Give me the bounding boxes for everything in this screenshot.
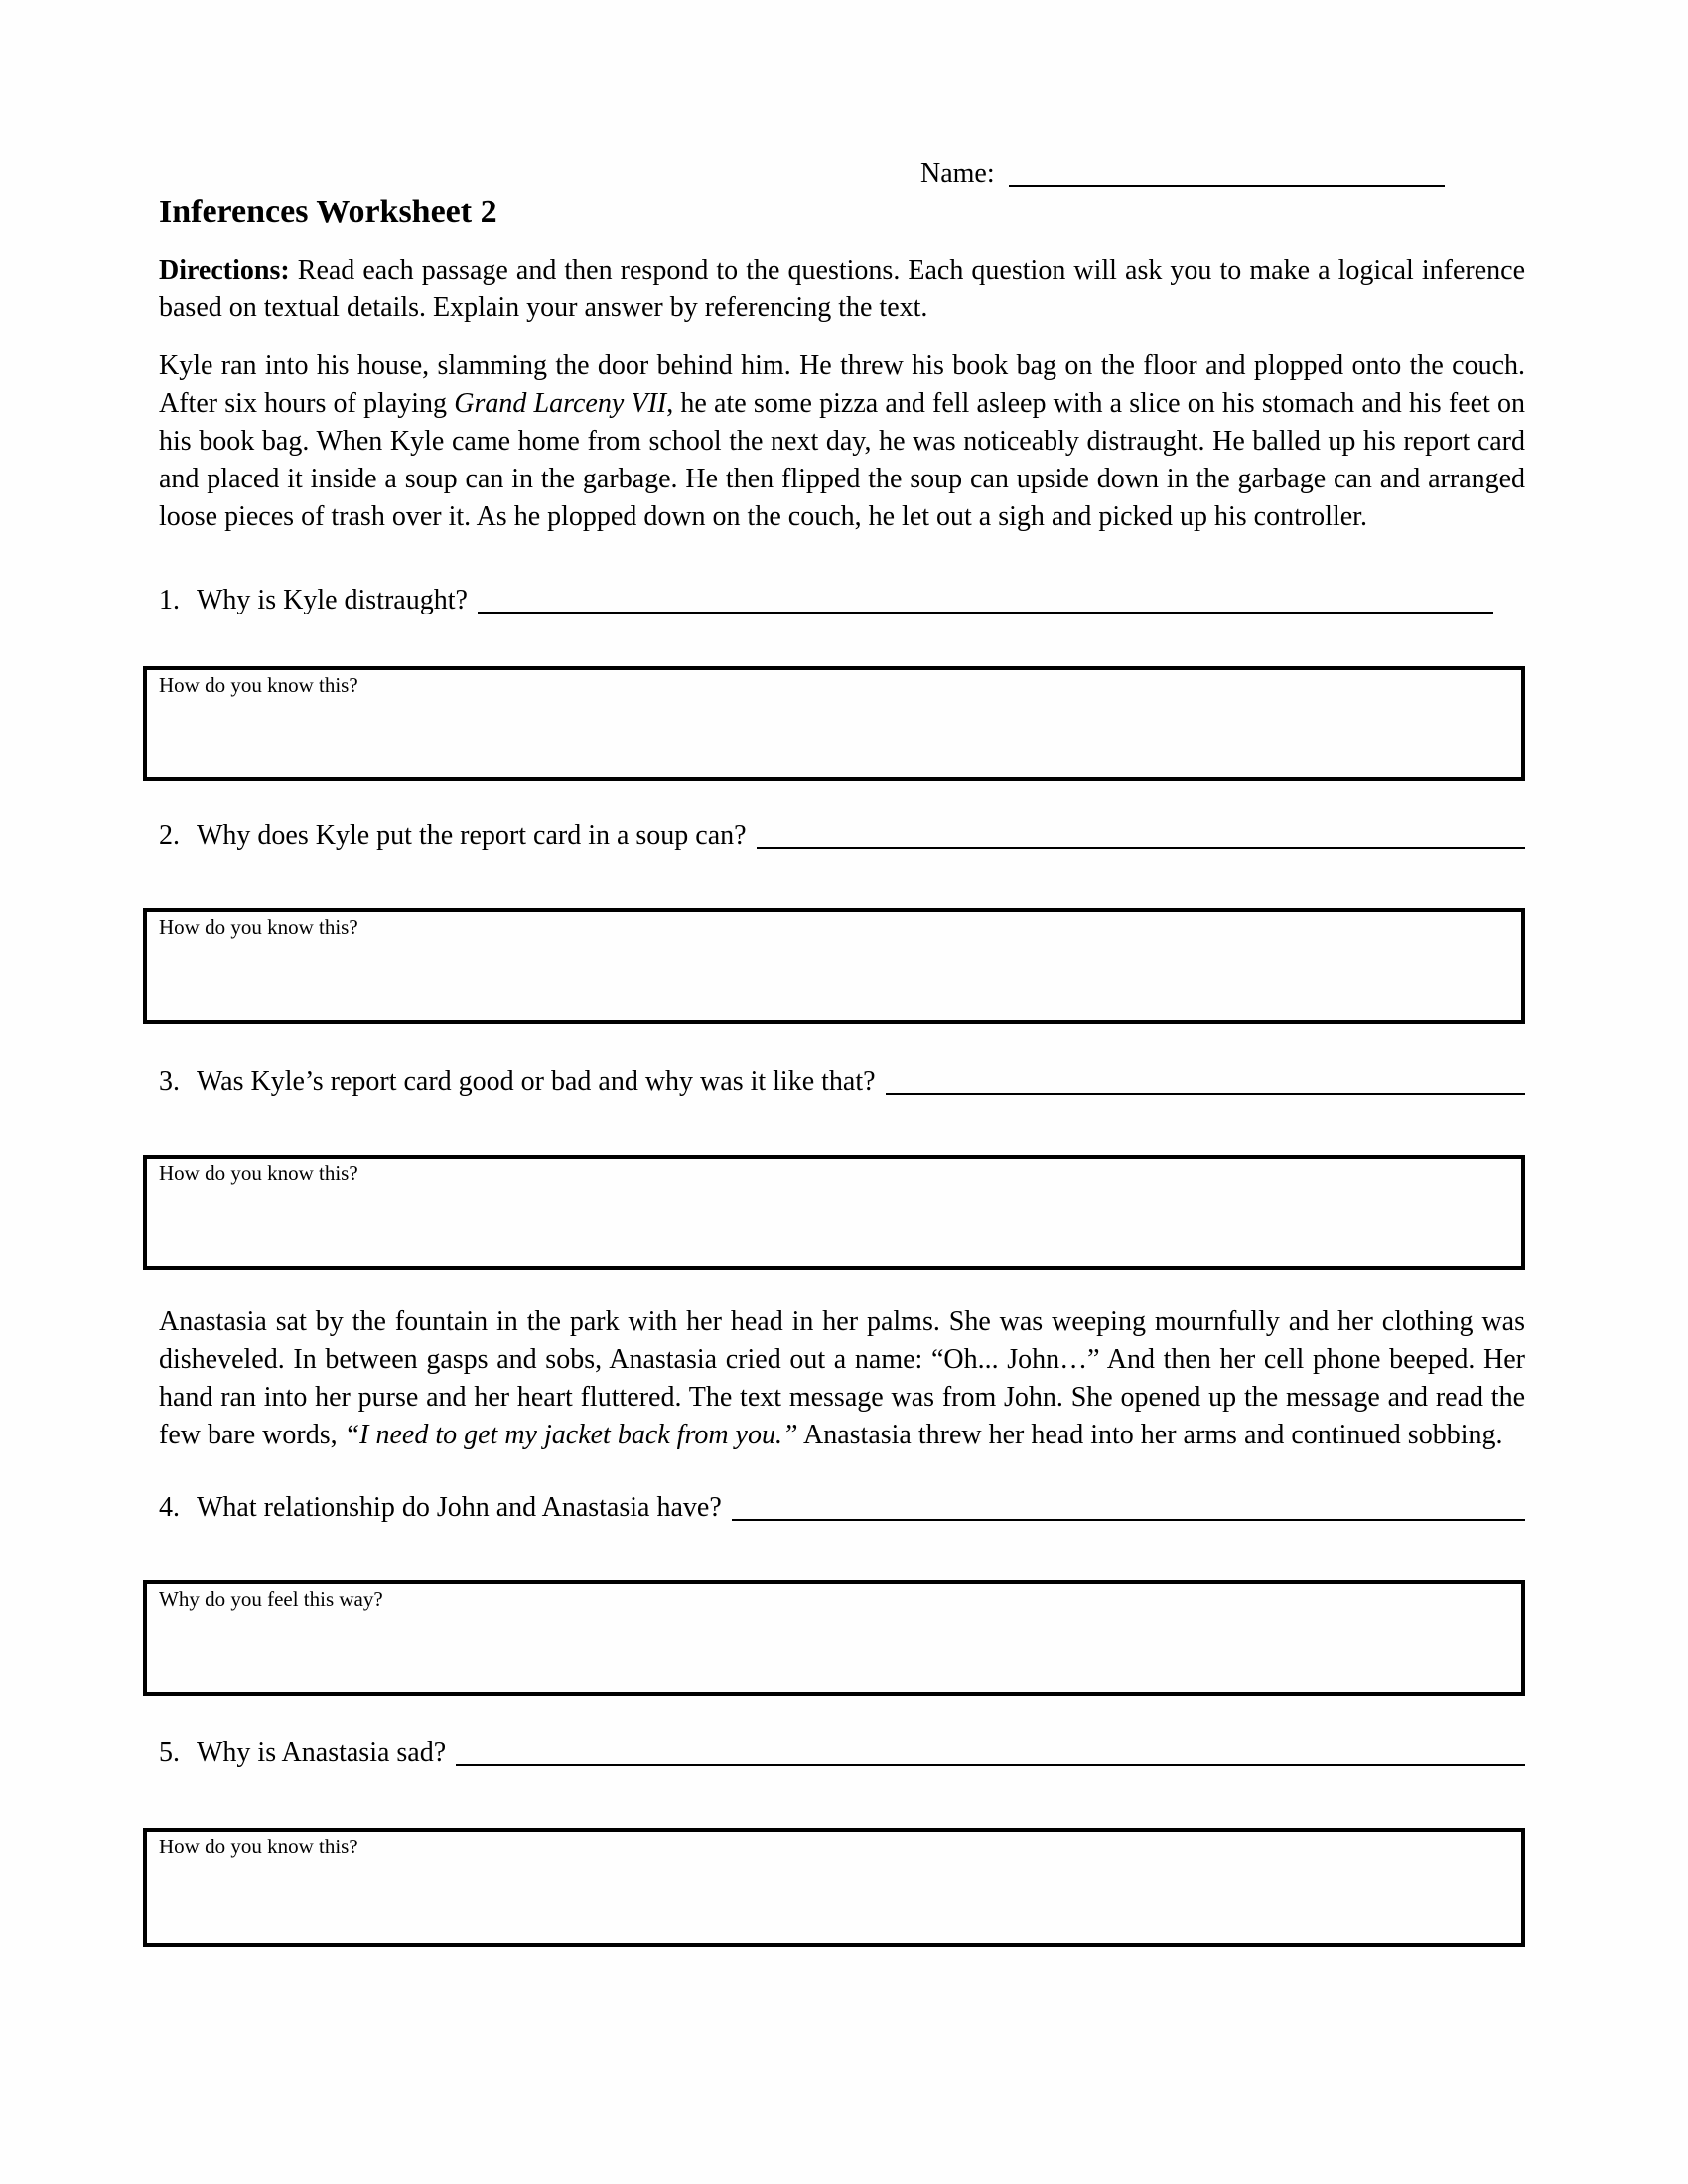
question-3-text: Was Kyle’s report card good or bad and why was it like that? <box>197 1066 876 1097</box>
question-4 <box>159 1489 1525 1527</box>
question-5 <box>159 1734 1525 1772</box>
question-3-box-label: How do you know this? <box>159 1161 358 1185</box>
question-1-box-label: How do you know this? <box>159 673 358 697</box>
passage-anastasia: Anastasia sat by the fountain in the park with her head in her palms. She was weeping mournfully and her clothing was disheveled. In between gasps and sobs, Anastasia cried out a name: “Oh... John…” And then her cell phone beeped. Her hand ran into her purse and her heart fluttered. The text message was from John. She opened up the message and read the few bare words, “I need to get my jacket back from you.” Anastasia threw her head into her arms and continued sobbing. <box>159 1306 1525 1450</box>
passage-kyle: Kyle ran into his house, slamming the door behind him. He threw his book bag on the floor and plopped onto the couch. After six hours of playing Grand Larceny VII, he ate some pizza and fell asleep with a slice on his stomach and his feet on his book bag. When Kyle came home from school the next day, he was noticeably distraught. He balled up his report card and placed it inside a soup can in the garbage. He then flipped the soup can upside down in the garbage can and arranged loose pieces of trash over it. As he plopped down on the couch, he let out a sigh and picked up his controller. <box>159 350 1525 532</box>
question-1-answer-box[interactable] <box>143 666 1525 781</box>
question-2-text: Why does Kyle put the report card in a soup can? <box>197 820 747 851</box>
question-2-number: 2. <box>159 820 180 851</box>
question-2-answer-line[interactable] <box>757 846 1525 849</box>
question-4-text: What relationship do John and Anastasia have? <box>197 1492 722 1523</box>
question-1 <box>159 582 1525 619</box>
question-4-number: 4. <box>159 1492 180 1523</box>
question-5-text: Why is Anastasia sad? <box>197 1737 447 1768</box>
question-5-answer-box[interactable] <box>143 1828 1525 1947</box>
question-4-answer-line[interactable] <box>732 1518 1525 1521</box>
question-3-answer-line[interactable] <box>886 1092 1525 1095</box>
name-label: Name: <box>920 158 995 189</box>
question-4-answer-box[interactable] <box>143 1580 1525 1696</box>
question-1-answer-line[interactable] <box>478 611 1493 614</box>
question-3-number: 3. <box>159 1066 180 1097</box>
question-3 <box>159 1063 1525 1101</box>
directions-text: Directions: Read each passage and then respond to the questions. Each question will ask you to make a logical inference based on textual details. Explain your answer by referencing the text. <box>159 255 1525 323</box>
question-3-answer-box[interactable] <box>143 1155 1525 1270</box>
question-1-text: Why is Kyle distraught? <box>197 585 468 615</box>
question-1-number: 1. <box>159 585 180 615</box>
question-2 <box>159 817 1525 855</box>
name-row <box>920 158 1445 189</box>
page-title: Inferences Worksheet 2 <box>159 194 497 230</box>
question-5-number: 5. <box>159 1737 180 1768</box>
question-2-answer-box[interactable] <box>143 908 1525 1024</box>
question-4-box-label: Why do you feel this way? <box>159 1587 383 1611</box>
question-2-box-label: How do you know this? <box>159 915 358 939</box>
question-5-answer-line[interactable] <box>456 1763 1525 1766</box>
question-5-box-label: How do you know this? <box>159 1835 358 1858</box>
name-blank-line[interactable] <box>1009 184 1445 187</box>
